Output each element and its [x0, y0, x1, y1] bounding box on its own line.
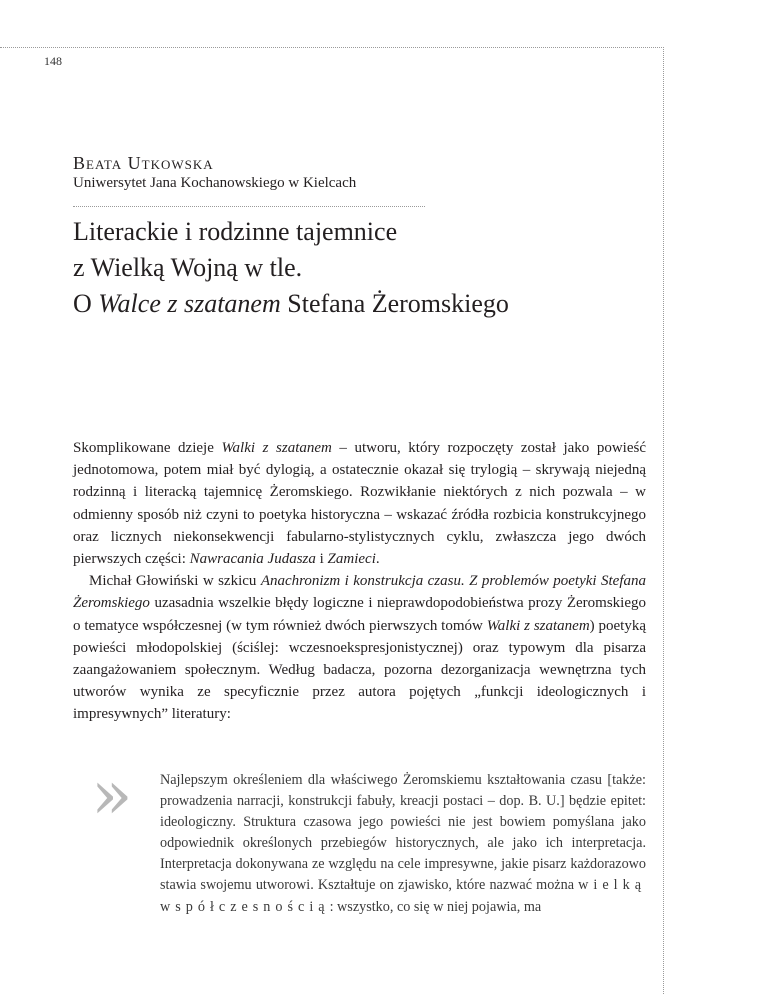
- body-text: [73, 437, 646, 726]
- block-quote: [160, 770, 646, 918]
- title-dotted-rule: [73, 206, 425, 207]
- article-title: [73, 214, 509, 322]
- quote-mark-icon: »: [91, 756, 133, 835]
- title-line-2: z Wielką Wojną w tle.: [73, 253, 303, 282]
- text-run: .: [375, 551, 380, 568]
- text-run: i: [315, 551, 328, 568]
- title-suffix: Stefana Żeromskiego: [280, 289, 509, 318]
- spaced-emphasis: wielką współczesnością: [160, 877, 646, 915]
- author-name: Beata Utkowska: [73, 153, 214, 173]
- quote-paragraph: [160, 770, 646, 918]
- paragraph-1: [73, 437, 646, 570]
- italic-run: Zamieci: [327, 551, 376, 568]
- author-affiliation: Uniwersytet Jana Kochanowskiego w Kielcach: [73, 175, 357, 191]
- text-run: Skomplikowane dzieje: [73, 440, 222, 456]
- right-dotted-rule: [663, 47, 664, 994]
- title-italic-work: Walce z szatanem: [98, 289, 281, 318]
- italic-run: Walki z szatanem: [221, 440, 332, 456]
- text-run: : wszystko, co się w niej pojawia, ma: [329, 898, 542, 915]
- title-line-3: [73, 286, 509, 322]
- paragraph-2: [73, 570, 646, 725]
- italic-run: Nawracania Judasza: [189, 551, 316, 568]
- text-run: uzasadnia wszelkie błędy logiczne i nieprawdopodobieństwa prozy Żeromskiego o tematyce współczesnej (w tym również dwóch pierwszych tomów: [73, 595, 646, 634]
- italic-run: Walki z szatanem: [486, 617, 590, 634]
- text-run: Michał Głowiński w szkicu: [89, 573, 261, 590]
- page-number: 148: [44, 54, 62, 68]
- top-dotted-rule: [0, 47, 664, 48]
- title-prefix: O: [73, 289, 99, 318]
- text-run: ) poetyką powieści młodopolskiej (ściślej: wczesnoekspresjonistycznej) oraz typowym dla pisarza zaangażowaniem społecznym. Według badacza, pozorna dezorganizacja wewnętrzna tych utworów wynika ze specyficznie przez autora pojętych „funkcji ideologicznych i impresywnych” literatury:: [73, 617, 646, 723]
- title-line-1: Literackie i rodzinne tajemnice: [73, 217, 398, 246]
- italic-run: Anachronizm i konstrukcja czasu. Z problemów poetyki Stefana Żeromskiego: [73, 573, 646, 612]
- text-run: – utworu, który rozpoczęty został jako powieść jednotomowa, potem miał być dylogią, a ostatecznie okazał się trylogią – skrywają niejedną rodzinną i literacką tajemnicę Żeromskiego. Rozwikłanie niektórych z nich pozwala – w odmienny sposób niż czyni to poetyka historyczna – wskazać źródła rozbicia konstrukcyjnego oraz licznych niekonsekwencji fabularno-stylistycznych cyklu, zwłaszcza jego dwóch pierwszych części:: [73, 440, 646, 568]
- text-run: Najlepszym określeniem dla właściwego Żeromskiemu kształtowania czasu [także: prowadzenia narracji, konstrukcji fabuły, kreacji postaci – dop. B. U.] będzie epitet: ideologiczny. Struktura czasowa jego powieści nie jest bowiem pomyślana jako odpowiednik określonych przebiegów historycznych, ale jako ich interpretacja. Interpretacja dokonywana ze względu na cele impresywne, jakie pisarz każdorazowo stawia swojemu utworowi. Kształtuje on zjawisko, które nazwać można: [160, 772, 646, 894]
